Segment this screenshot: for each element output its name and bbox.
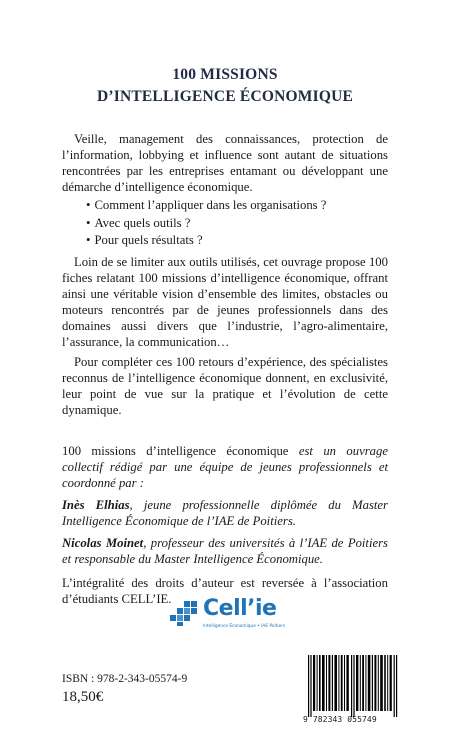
price: 18,50€: [62, 689, 104, 705]
blurb-paragraph-1: Veille, management des connaissances, protection de l’information, lobbying et influence sont autant de situations rencontrées par les entreprises entamant ou développant une démarche d’intelligence économique.: [62, 132, 388, 194]
question-list: [62, 197, 388, 250]
question-item: • Avec quels outils ?: [62, 215, 388, 233]
rights-note: L’intégralité des droits d’auteur est reversée à l’association d’étudiants CELL’IE.: [62, 576, 388, 606]
blurb: [62, 131, 388, 418]
book-title: [0, 64, 450, 108]
book-title-mention: 100 missions d’intelligence économique: [62, 444, 289, 458]
author-1-desc: , jeune professionnelle diplômée du Master Intelligence Économique de l’IAE de Poitiers.: [62, 498, 388, 528]
logo-name: Cell’ie: [203, 596, 277, 621]
title-line-1: 100 MISSIONS: [172, 66, 278, 83]
cellie-logo: [170, 598, 290, 634]
author-2: [62, 535, 388, 567]
barcode-digits: 9 782343 055749: [303, 715, 377, 724]
title-line-2: D’INTELLIGENCE ÉCONOMIQUE: [96, 88, 354, 105]
author-1: [62, 497, 388, 529]
question-item: • Comment l’appliquer dans les organisations ?: [62, 197, 388, 215]
blurb-paragraph-2: Loin de se limiter aux outils utilisés, cet ouvrage propose 100 fiches relatant 100 missions d’intelligence économique, offrant ainsi une véritable vision d’ensemble des limites, obstacles ou moteurs rencontrés par de jeunes professionnels dans des domaines aussi divers que l’industrie, l’agro-alimentaire, l’assurance, la communication…: [62, 254, 388, 349]
collective-note-text: est un ouvrage collectif rédigé par une équipe de jeunes professionnels et coordonné par :: [62, 444, 388, 490]
author-1-name: Inès Elhias: [62, 498, 130, 512]
author-2-desc: , professeur des universités à l’IAE de Poitiers et responsable du Master Intelligence Économique.: [62, 536, 388, 566]
blurb-paragraph-3: Pour compléter ces 100 retours d’expérience, des spécialistes reconnus de l’intelligence économique donnent, en exclusivité, leur point de vue sur la pratique et l’évolution de cette dynamique.: [62, 354, 388, 417]
author-2-name: Nicolas Moinet: [62, 536, 144, 550]
logo-tagline: Intelligence Économique • IAE Poitiers: [203, 624, 286, 629]
barcode: [308, 655, 398, 717]
question-item: • Pour quels résultats ?: [62, 232, 388, 250]
isbn: ISBN : 978-2-343-05574-9: [62, 673, 188, 685]
credits: [62, 443, 388, 607]
cell-grid-icon: [170, 600, 200, 626]
collective-note: [62, 443, 388, 491]
